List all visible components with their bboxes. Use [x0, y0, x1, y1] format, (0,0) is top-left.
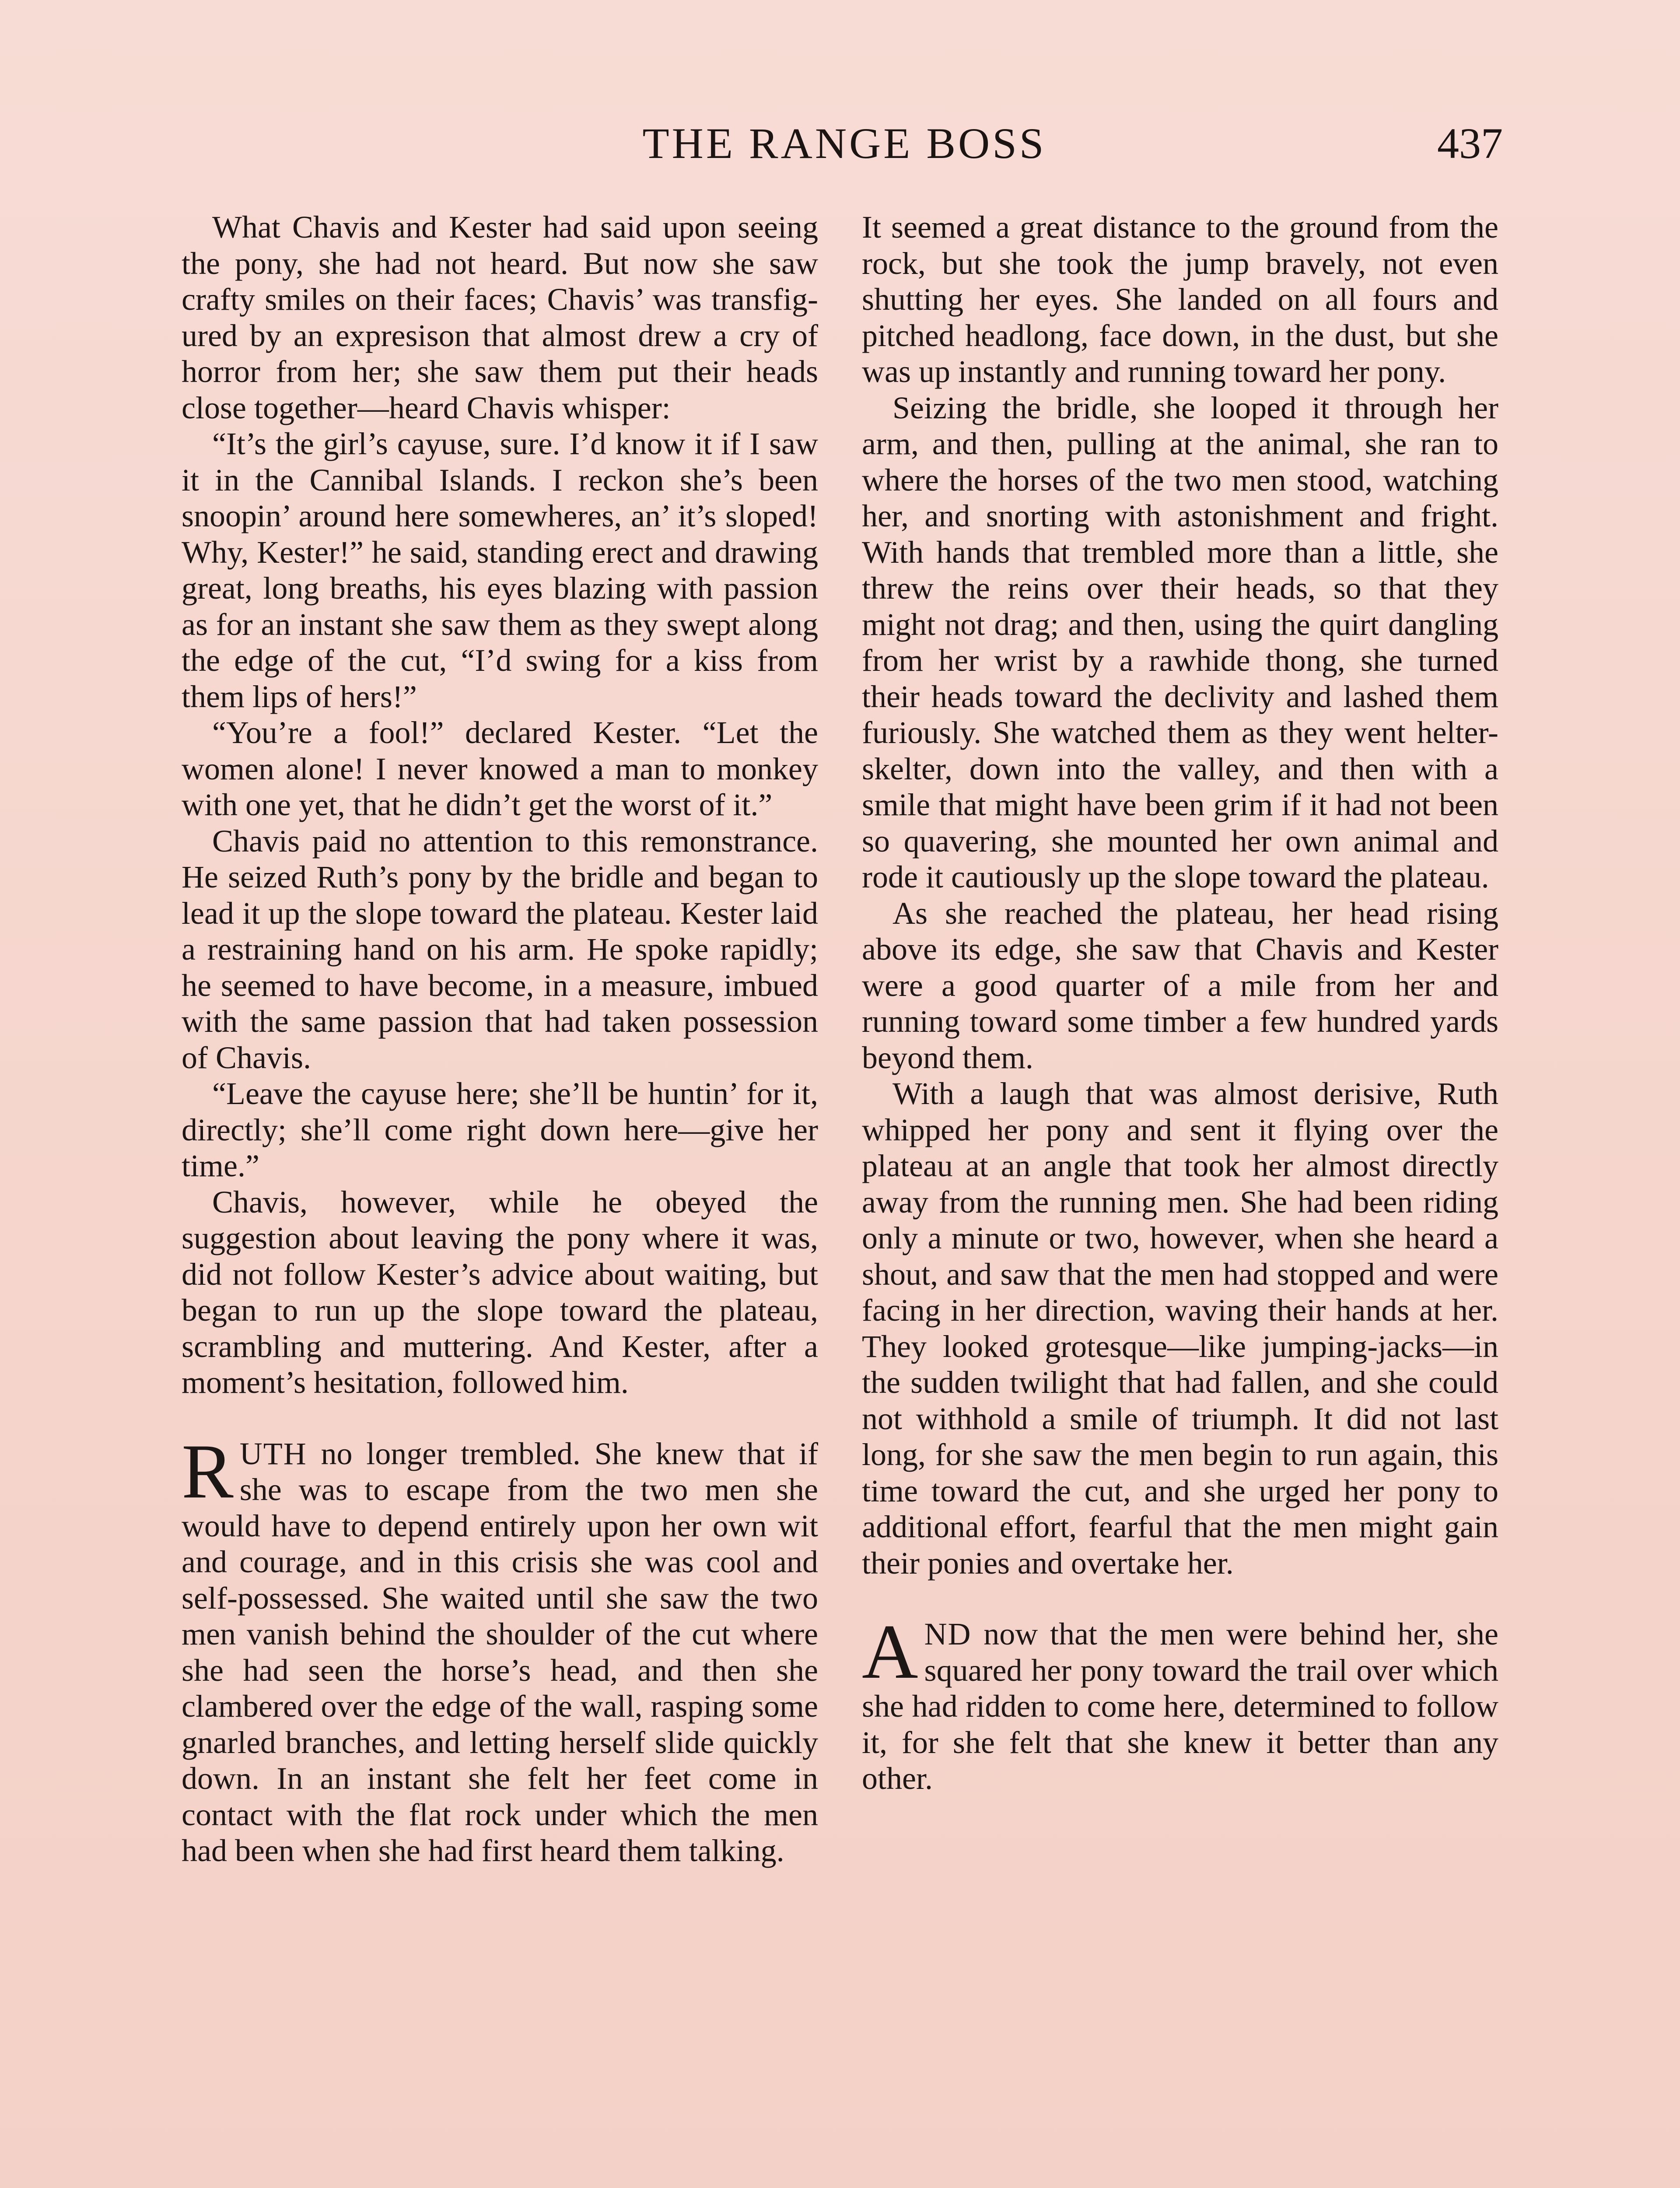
paragraph: “It’s the girl’s cayuse, sure. I’d know it if I saw it in the Cannibal Islands. I reckon she’s been snoopin’ around here somewheres, an’ it’s sloped! Why, Kester!” he said, standing erect and drawing great, long breaths, his eyes blazing with passion as for an instant she saw them as they swept along the edge of the cut, “I’d swing for a kiss from them lips of hers!” — [182, 426, 818, 714]
section-paragraph — [862, 1608, 1498, 1797]
paragraph-text: no longer trembled. She knew that if she was to escape from the two men she would have to depend entirely upon her own wit and courage, and in this crisis she was cool and self-possessed. She waited until she saw the two men vanish behind the shoulder of the cut where she had seen the horse’s head, and then she clambered over the edge of the wall, rasping some gnarled branches, and letting herself slide quickly down. In an instant she felt her feet come in contact with the flat rock under which the men had been when she had first heard them talking. — [182, 1436, 818, 1868]
running-title: THE RANGE BOSS — [642, 119, 1046, 168]
paragraph: “Leave the cayuse here; she’ll be huntin’ for it, directly; she’ll come right down here—give her time.” — [182, 1076, 818, 1183]
paragraph: What Chavis and Kester had said upon seeing the pony, she had not heard. But now she saw crafty smiles on their faces; Chavis’ was transfigured by an expresison that almost drew a cry of horror from her; she saw them put their heads close together—heard Chavis whisper: — [182, 210, 818, 425]
paragraph: Chavis, however, while he obeyed the suggestion about leaving the pony where it was, did not follow Kester’s advice about waiting, but began to run up the slope toward the plateau, scrambling and muttering. And Kester, after a moment’s hesitation, followed him. — [182, 1184, 818, 1400]
section-paragraph — [182, 1427, 818, 1869]
drop-cap: A — [862, 1608, 918, 1695]
paragraph: With a laugh that was almost derisive, Ruth whipped her pony and sent it flying over the plateau at an angle that took her almost directly away from the running men. She had been riding only a minute or two, however, when she heard a shout, and saw that the men had stopped and were facing in her direction, waving their hands at her. They looked grotesque—like jumping-jacks—in the sudden twilight that had fallen, and she could not withhold a smile of triumph. It did not last long, for she saw the men begin to run again, this time toward the cut, and she urged her pony to additional effort, fearful that the men might gain their ponies and overtake her. — [862, 1076, 1498, 1581]
paragraph: It seemed a great distance to the ground from the rock, but she took the jump bravely, not even shutting her eyes. She landed on all fours and pitched headlong, face down, in the dust, but she was up instantly and running toward her pony. — [862, 210, 1498, 389]
lead-in-word: UTH — [239, 1436, 307, 1471]
right-column — [862, 209, 1498, 1797]
paragraph: “You’re a fool!” declared Kester. “Let the women alone! I never knowed a man to monkey with one yet, that he didn’t get the worst of it.” — [182, 715, 818, 822]
paragraph: As she reached the plateau, her head rising above its edge, she saw that Chavis and Kester were a good quarter of a mile from her and running toward some timber a few hundred yards beyond them. — [862, 895, 1498, 1075]
left-column — [182, 209, 818, 1869]
paragraph: Chavis paid no attention to this remonstrance. He seized Ruth’s pony by the bridle and began to lead it up the slope toward the plateau. Kester laid a restraining hand on his arm. He spoke rapidly; he seemed to have become, in a measure, imbued with the same passion that had taken possession of Chavis. — [182, 823, 818, 1075]
page-number: 437 — [1437, 119, 1503, 168]
lead-in-word: ND — [924, 1616, 972, 1652]
drop-cap: R — [182, 1427, 234, 1515]
paragraph-text: now that the men were behind her, she squared her pony toward the trail over which she had ridden to come here, determined to follow it, for she felt that she knew it better than any other. — [862, 1616, 1498, 1796]
paragraph: Seizing the bridle, she looped it through her arm, and then, pulling at the animal, she ran to where the horses of the two men stood, watching her, and snorting with astonishment and fright. With hands that trembled more than a little, she threw the reins over their heads, so that they might not drag; and then, using the quirt dangling from her wrist by a rawhide thong, she turned their heads toward the declivity and lashed them furiously. She watched them as they went helter-skelter, down into the valley, and then with a smile that might have been grim if it had not been so quavering, she mounted her own animal and rode it cautiously up the slope toward the plateau. — [862, 390, 1498, 894]
